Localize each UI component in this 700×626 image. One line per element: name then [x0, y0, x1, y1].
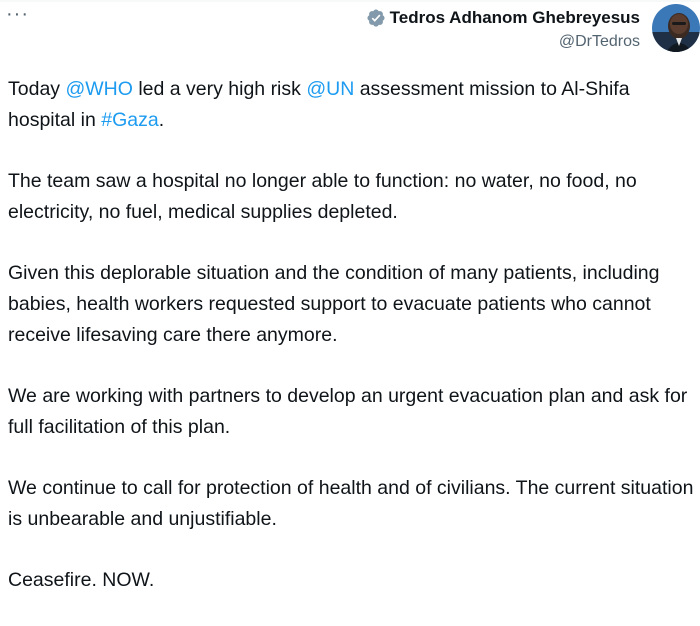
tweet-body — [8, 74, 698, 626]
more-options-icon[interactable]: ··· — [6, 3, 29, 25]
author-handle[interactable]: @DrTedros — [558, 33, 640, 50]
author-avatar[interactable] — [652, 4, 700, 52]
tweet-paragraph-6: Ceasefire. NOW. — [8, 569, 155, 591]
author-block[interactable] — [366, 8, 640, 51]
text-segment: . — [158, 109, 165, 131]
tweet-paragraph-2: The team saw a hospital no longer able to function: no water, no food, no electricity, no fuel, medical supplies depleted. — [8, 170, 637, 223]
top-divider — [0, 0, 700, 2]
tweet-paragraph-4: We are working with partners to develop an urgent evacuation plan and ask for full facilitation of this plan. — [8, 385, 688, 438]
tweet-paragraph-5: We continue to call for protection of health and of civilians. The current situation is unbearable and unjustifiable. — [8, 477, 694, 530]
tweet-paragraph-1 — [8, 74, 698, 136]
text-segment: Today — [8, 78, 66, 100]
verified-badge-icon — [366, 8, 386, 28]
author-name-row — [366, 8, 640, 28]
hashtag-gaza-link[interactable]: #Gaza — [101, 109, 159, 131]
mention-who-link[interactable]: @WHO — [65, 78, 133, 100]
mention-un-link[interactable]: @UN — [306, 78, 355, 100]
text-segment: assessment mission to Al-Shifa hospital in — [8, 78, 630, 131]
tweet-paragraph-3: Given this deplorable situation and the condition of many patients, including babies, health workers requested support to evacuate patients who cannot receive lifesaving care there anymore. — [8, 262, 660, 346]
author-name[interactable]: Tedros Adhanom Ghebreyesus — [389, 8, 640, 27]
text-segment: led a very high risk — [132, 78, 307, 100]
